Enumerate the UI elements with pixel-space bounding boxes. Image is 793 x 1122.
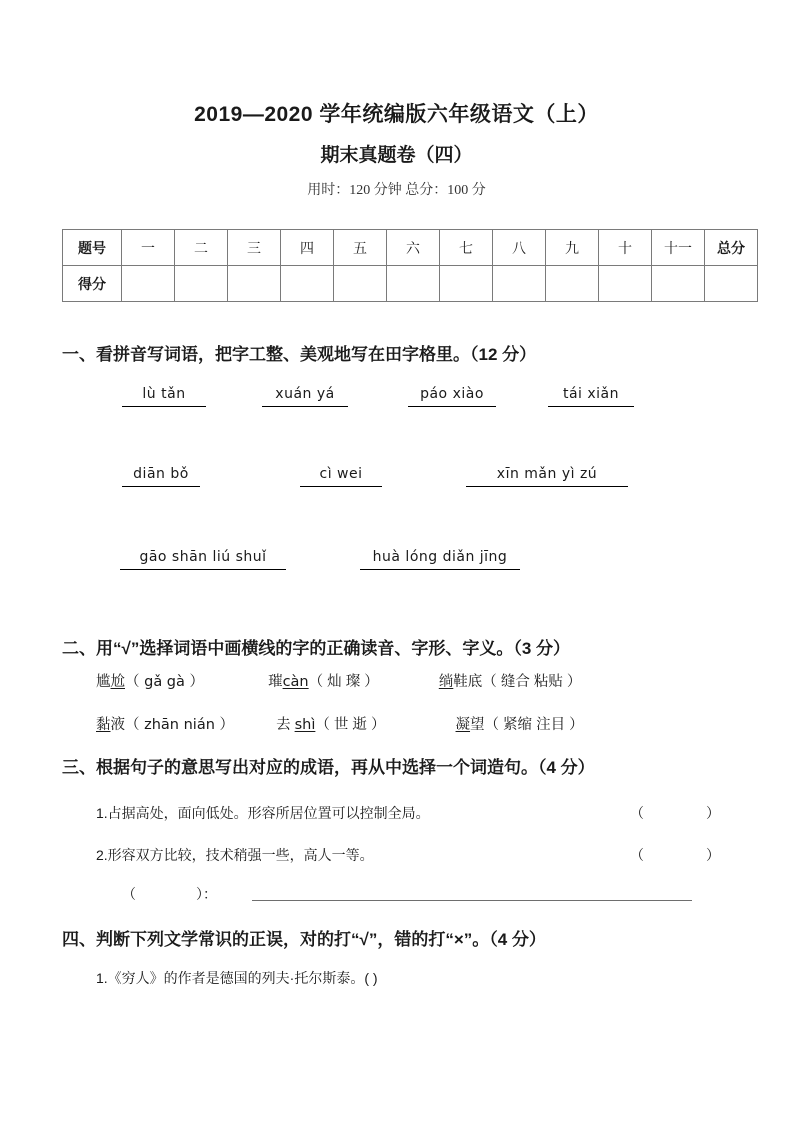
choice-item-3[interactable]: [439, 670, 582, 691]
pinyin-blank-3[interactable]: páo xiào: [408, 385, 496, 407]
page-title-sub: 期末真题卷（四）: [320, 145, 473, 166]
choice-item-5[interactable]: [276, 713, 385, 734]
choice-row-1: [96, 670, 581, 691]
score-table-col-1: 一: [122, 230, 175, 266]
score-cell-7[interactable]: [440, 266, 493, 302]
score-cell-2[interactable]: [175, 266, 228, 302]
score-cell-6[interactable]: [387, 266, 440, 302]
score-table-col-10: 十: [599, 230, 652, 266]
table-row-score: [63, 266, 758, 302]
choice-word-underlined-4: 黏: [96, 717, 111, 733]
choice-word-post-4: 液: [110, 717, 125, 733]
score-table-col-6: 六: [387, 230, 440, 266]
choice-row-2: [96, 713, 584, 734]
page-title-info: 用时：120 分钟 总分：100 分: [307, 183, 486, 198]
sentence-word-paren-open: （: [122, 886, 136, 902]
score-table-col-total: 总分: [705, 230, 758, 266]
pinyin-blank-1[interactable]: lù tǎn: [122, 385, 206, 407]
score-table: [62, 229, 758, 302]
score-cell-3[interactable]: [228, 266, 281, 302]
pinyin-blank-6[interactable]: cì wei: [300, 465, 382, 487]
score-table-col-4: 四: [281, 230, 334, 266]
pinyin-blank-5[interactable]: diān bǒ: [122, 465, 200, 487]
score-table-col-8: 八: [493, 230, 546, 266]
score-table-col-7: 七: [440, 230, 493, 266]
choice-word-underlined-2: càn: [282, 674, 309, 690]
choice-item-6[interactable]: [456, 713, 584, 734]
choice-word-underlined-3: 绱: [438, 674, 454, 690]
pinyin-blank-4[interactable]: tái xiǎn: [548, 385, 634, 407]
choice-options-5[interactable]: （ 世 逝 ）: [315, 717, 386, 733]
answer-slot-3-1[interactable]: ）: [706, 805, 720, 821]
choice-word-pre-1: 尴: [96, 674, 111, 690]
section-2-heading: 二、用“√”选择词语中画横线的字的正确读音、字形、字义。（3 分）: [62, 639, 571, 658]
page-title-main: 2019—2020 学年统编版六年级语文（上）: [194, 103, 599, 126]
score-table-row-label-score: 得分: [63, 266, 122, 302]
section-1-heading: 一、看拼音写词语，把字工整、美观地写在田字格里。（12 分）: [62, 345, 537, 364]
score-table-col-2: 二: [175, 230, 228, 266]
score-table-row-label: 题号: [63, 230, 122, 266]
answer-paren-open-3-1: （: [630, 805, 644, 821]
score-table-col-11: 十一: [652, 230, 705, 266]
choice-word-post-3: 鞋底: [453, 674, 483, 690]
section-4-heading: 四、判断下列文学常识的正误，对的打“√”，错的打“×”。（4 分）: [62, 930, 546, 949]
answer-paren-open-3-2: （: [630, 847, 644, 863]
choice-item-1[interactable]: [96, 670, 204, 691]
choice-options-4[interactable]: （ zhān nián ）: [125, 717, 234, 733]
choice-item-2[interactable]: [268, 670, 379, 691]
question-3-1: 1.占据高处，面向低处。形容所居位置可以控制全局。: [96, 805, 430, 821]
score-cell-10[interactable]: [599, 266, 652, 302]
score-table-col-5: 五: [334, 230, 387, 266]
section-3-heading: 三、根据句子的意思写出对应的成语，再从中选择一个词造句。（4 分）: [62, 758, 595, 777]
choice-options-3[interactable]: （ 缝合 粘贴 ）: [482, 674, 582, 690]
choice-word-underlined-6: 凝: [455, 717, 471, 733]
score-cell-5[interactable]: [334, 266, 387, 302]
choice-options-1[interactable]: （ gǎ gà ）: [125, 674, 205, 690]
pinyin-blank-9[interactable]: huà lóng diǎn jīng: [360, 548, 520, 570]
table-row-header: [63, 230, 758, 266]
score-cell-4[interactable]: [281, 266, 334, 302]
sentence-answer-line[interactable]: [252, 900, 692, 901]
score-cell-9[interactable]: [546, 266, 599, 302]
choice-word-post-6: 望: [470, 717, 485, 733]
pinyin-blank-2[interactable]: xuán yá: [262, 385, 348, 407]
score-cell-8[interactable]: [493, 266, 546, 302]
choice-options-2[interactable]: （ 灿 璨 ）: [308, 674, 379, 690]
choice-word-pre-5: 去: [276, 717, 295, 733]
score-cell-total[interactable]: [705, 266, 758, 302]
choice-word-pre-2: 璀: [268, 674, 283, 690]
sentence-word-slot[interactable]: ）：: [196, 886, 217, 902]
score-table-col-3: 三: [228, 230, 281, 266]
choice-options-6[interactable]: （ 紧缩 注目 ）: [484, 717, 584, 733]
question-4-1[interactable]: 1.《穷人》的作者是德国的列夫·托尔斯泰。( ): [96, 970, 378, 986]
choice-word-underlined-1: 尬: [110, 674, 125, 690]
question-3-2: 2.形容双方比较，技术稍强一些，高人一等。: [96, 847, 374, 863]
score-cell-11[interactable]: [652, 266, 705, 302]
pinyin-blank-7[interactable]: xīn mǎn yì zú: [466, 465, 628, 487]
choice-item-4[interactable]: [96, 713, 234, 734]
score-cell-1[interactable]: [122, 266, 175, 302]
answer-slot-3-2[interactable]: ）: [706, 847, 720, 863]
pinyin-blank-8[interactable]: gāo shān liú shuǐ: [120, 548, 286, 570]
score-table-col-9: 九: [546, 230, 599, 266]
choice-word-underlined-5: shì: [294, 717, 316, 733]
